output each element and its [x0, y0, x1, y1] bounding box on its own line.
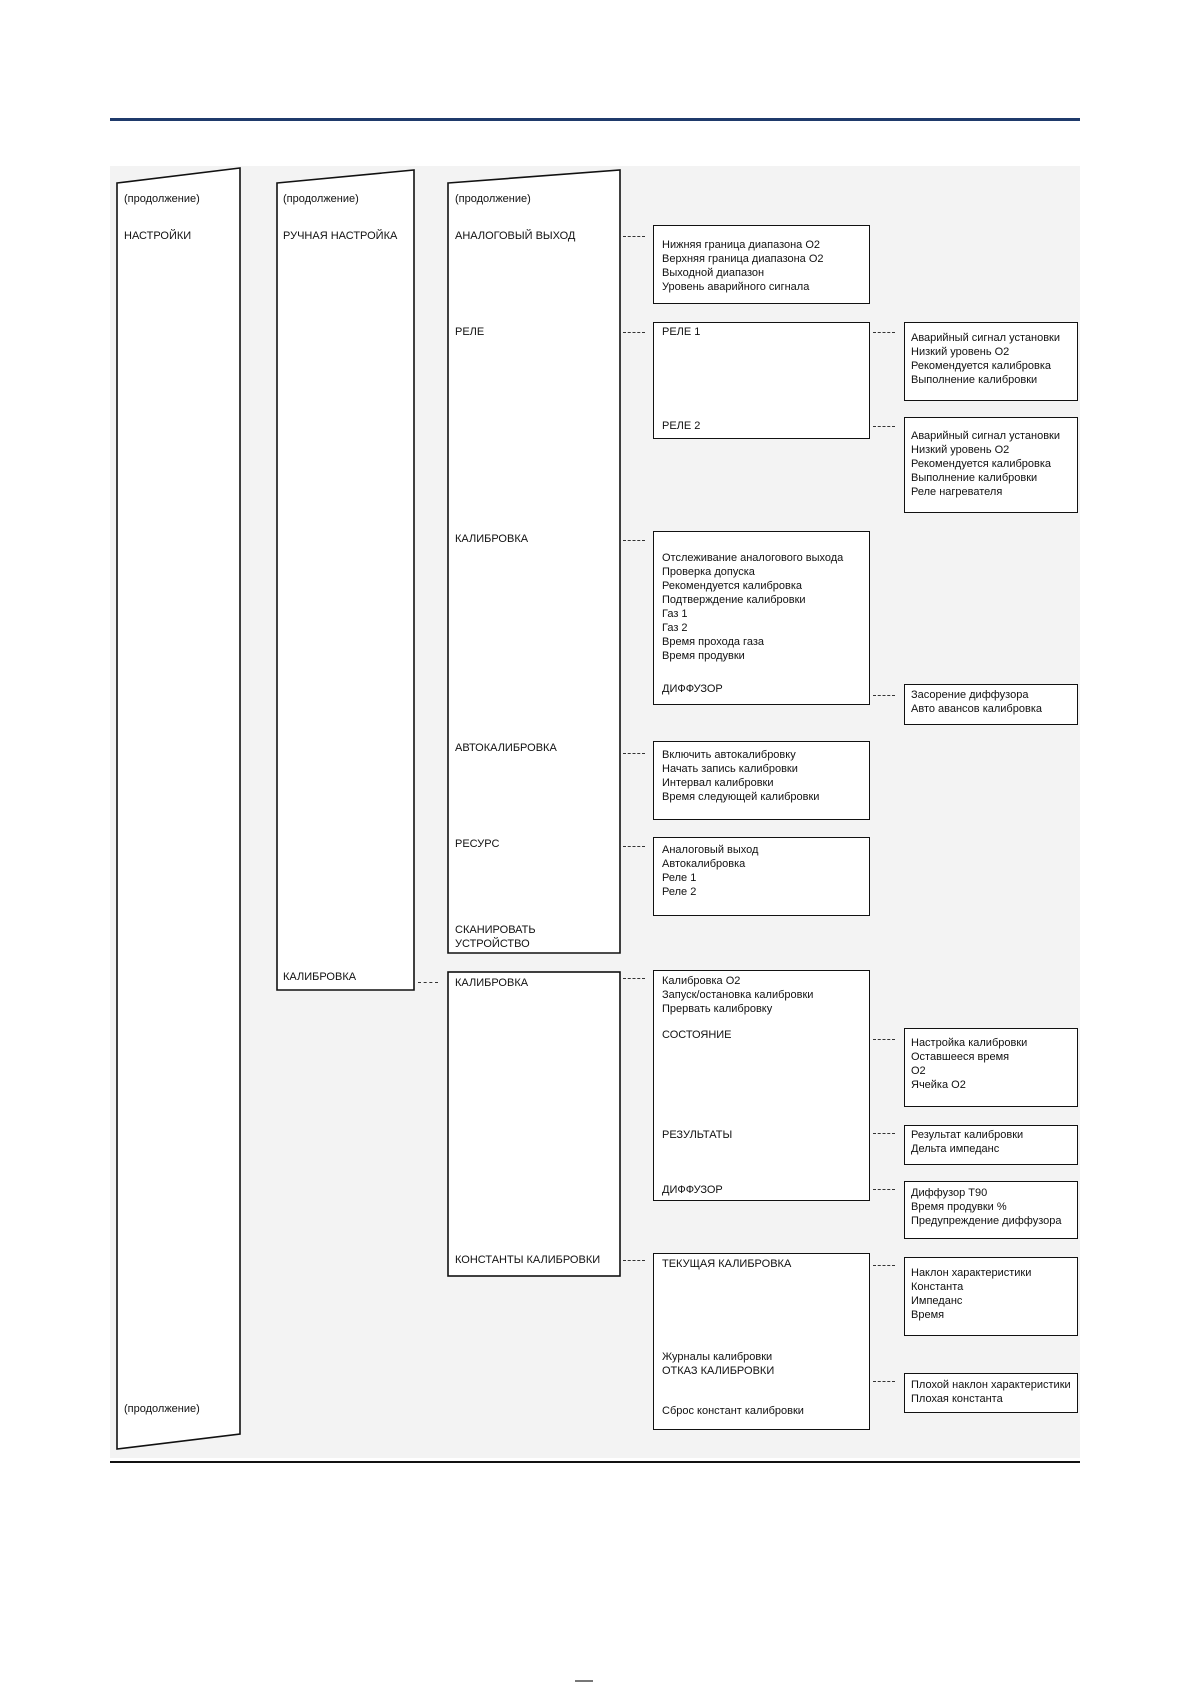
- calibration-failure-option[interactable]: Плохая константа: [911, 1393, 1003, 1405]
- current-calibration-box: [904, 1257, 1078, 1336]
- diffuser-option[interactable]: Засорение диффузора: [911, 689, 1029, 701]
- menu-item-calibration[interactable]: КАЛИБРОВКА: [455, 533, 529, 545]
- relay-2-box: [904, 417, 1078, 513]
- analog-output-item[interactable]: Уровень аварийного сигнала: [662, 281, 810, 293]
- menu-item-scan-device-2[interactable]: УСТРОЙСТВО: [455, 938, 530, 950]
- menu-item-scan-device-1[interactable]: СКАНИРОВАТЬ: [455, 924, 536, 936]
- results-option[interactable]: Дельта импеданс: [911, 1143, 1000, 1155]
- autocalibration-item[interactable]: Включить автокалибровку: [662, 749, 796, 761]
- diffuser-box: [904, 684, 1078, 725]
- analog-output-box: [653, 225, 870, 304]
- results-option[interactable]: Результат калибровки: [911, 1129, 1024, 1141]
- calibration-item[interactable]: Рекомендуется калибровка: [662, 580, 803, 592]
- connector: [623, 236, 645, 237]
- current-calibration-option[interactable]: Время: [911, 1309, 945, 1321]
- manual-continued-top: (продолжение): [283, 193, 359, 205]
- relay-2-option[interactable]: Рекомендуется калибровка: [911, 458, 1052, 470]
- footer-rule: [110, 1461, 1080, 1463]
- connector: [873, 1265, 895, 1266]
- diffuser-option[interactable]: Авто авансов калибровка: [911, 703, 1042, 715]
- connector: [873, 1381, 895, 1382]
- resource-item[interactable]: Реле 1: [662, 872, 697, 884]
- state-option[interactable]: Настройка калибровки: [911, 1037, 1028, 1049]
- analog-output-item[interactable]: Нижняя граница диапазона O2: [662, 239, 821, 251]
- diffuser-2-option[interactable]: Диффузор T90: [911, 1187, 988, 1199]
- settings-continued-top: (продолжение): [124, 193, 200, 205]
- relay-2-option[interactable]: Низкий уровень O2: [911, 444, 1010, 456]
- menu-item-calibration-2[interactable]: КАЛИБРОВКА: [455, 977, 529, 989]
- calibration-2-item[interactable]: Калибровка O2: [662, 975, 741, 987]
- state-option[interactable]: O2: [911, 1065, 926, 1077]
- resource-item[interactable]: Автокалибровка: [662, 858, 746, 870]
- reset-constants-item[interactable]: Сброс констант калибровки: [662, 1405, 804, 1417]
- autocalibration-item[interactable]: Начать запись калибровки: [662, 763, 798, 775]
- calibration-item[interactable]: Газ 1: [662, 608, 688, 620]
- relay-1-option[interactable]: Выполнение калибровки: [911, 374, 1038, 386]
- menu-item-resource[interactable]: РЕСУРС: [455, 838, 500, 850]
- calibration-2-box: [653, 970, 870, 1201]
- connector: [623, 540, 645, 541]
- settings-title[interactable]: НАСТРОЙКИ: [124, 230, 192, 242]
- manual-setup-title[interactable]: РУЧНАЯ НАСТРОЙКА: [283, 230, 398, 242]
- current-calibration-option[interactable]: Наклон характеристики: [911, 1267, 1032, 1279]
- relay-1-item[interactable]: РЕЛЕ 1: [662, 326, 701, 338]
- results-box: [904, 1125, 1078, 1165]
- calibration-box: [653, 531, 870, 705]
- relay-box: [653, 322, 870, 439]
- diffuser-2-item[interactable]: ДИФФУЗОР: [662, 1184, 723, 1196]
- calibration-failure-item[interactable]: ОТКАЗ КАЛИБРОВКИ: [662, 1365, 775, 1377]
- calibration-2-item[interactable]: Прервать калибровку: [662, 1003, 773, 1015]
- menu-item-relay[interactable]: РЕЛЕ: [455, 326, 485, 338]
- resource-item[interactable]: Реле 2: [662, 886, 697, 898]
- connector: [873, 1039, 895, 1040]
- state-option[interactable]: Оставшееся время: [911, 1051, 1010, 1063]
- manual-calibration-item[interactable]: КАЛИБРОВКА: [283, 971, 357, 983]
- results-item[interactable]: РЕЗУЛЬТАТЫ: [662, 1129, 733, 1141]
- relay-1-option[interactable]: Аварийный сигнал установки: [911, 332, 1060, 344]
- diffuser-2-option[interactable]: Предупреждение диффузора: [911, 1215, 1062, 1227]
- relay-2-option[interactable]: Выполнение калибровки: [911, 472, 1038, 484]
- state-item[interactable]: СОСТОЯНИЕ: [662, 1029, 732, 1041]
- menu-item-analog-output[interactable]: АНАЛОГОВЫЙ ВЫХОД: [455, 230, 576, 242]
- connector: [873, 426, 895, 427]
- analog-output-item[interactable]: Выходной диапазон: [662, 267, 765, 279]
- state-box: [904, 1028, 1078, 1107]
- autocalibration-item[interactable]: Интервал калибровки: [662, 777, 774, 789]
- col3-continued-top: (продолжение): [455, 193, 531, 205]
- connector: [873, 1189, 895, 1190]
- page-edge-mark: [575, 1680, 593, 1682]
- relay-2-item[interactable]: РЕЛЕ 2: [662, 420, 701, 432]
- resource-box: [653, 837, 870, 916]
- connector: [623, 1260, 645, 1261]
- column-calibration-frame: [448, 972, 620, 1276]
- connector: [873, 332, 895, 333]
- calibration-item[interactable]: Время продувки: [662, 650, 745, 662]
- autocalibration-box: [653, 741, 870, 820]
- resource-item[interactable]: Аналоговый выход: [662, 844, 759, 856]
- connector: [873, 695, 895, 696]
- calibration-failure-box: [904, 1373, 1078, 1413]
- connector: [418, 982, 438, 983]
- connector: [623, 978, 645, 979]
- column-settings-frame: [117, 168, 240, 1449]
- state-option[interactable]: Ячейка O2: [911, 1079, 966, 1091]
- autocalibration-item[interactable]: Время следующей калибровки: [662, 791, 820, 803]
- calibration-item[interactable]: Подтверждение калибровки: [662, 594, 806, 606]
- relay-1-option[interactable]: Рекомендуется калибровка: [911, 360, 1052, 372]
- analog-output-item[interactable]: Верхняя граница диапазона O2: [662, 253, 824, 265]
- relay-1-box: [904, 322, 1078, 401]
- relay-2-option[interactable]: Аварийный сигнал установки: [911, 430, 1060, 442]
- connector: [623, 753, 645, 754]
- connector: [623, 332, 645, 333]
- calibration-2-item[interactable]: Запуск/остановка калибровки: [662, 989, 814, 1001]
- diffuser-2-option[interactable]: Время продувки %: [911, 1201, 1007, 1213]
- column-analog-frame: [448, 170, 620, 953]
- calibration-failure-option[interactable]: Плохой наклон характеристики: [911, 1379, 1071, 1391]
- calibration-diffuser-item[interactable]: ДИФФУЗОР: [662, 683, 723, 695]
- calibration-item[interactable]: Проверка допуска: [662, 566, 755, 578]
- connector: [873, 1133, 895, 1134]
- current-calibration-option[interactable]: Импеданс: [911, 1295, 963, 1307]
- calibration-item[interactable]: Отслеживание аналогового выхода: [662, 552, 844, 564]
- diffuser-2-box: [904, 1181, 1078, 1239]
- constants-box: [653, 1253, 870, 1430]
- calibration-item[interactable]: Газ 2: [662, 622, 688, 634]
- connector: [623, 846, 645, 847]
- menu-item-calibration-constants[interactable]: КОНСТАНТЫ КАЛИБРОВКИ: [455, 1254, 601, 1266]
- calibration-logs-item[interactable]: Журналы калибровки: [662, 1351, 773, 1363]
- current-calibration-option[interactable]: Константа: [911, 1281, 964, 1293]
- current-calibration-item[interactable]: ТЕКУЩАЯ КАЛИБРОВКА: [662, 1258, 792, 1270]
- settings-continued-bottom: (продолжение): [124, 1403, 200, 1415]
- calibration-item[interactable]: Время прохода газа: [662, 636, 764, 648]
- menu-item-autocalibration[interactable]: АВТОКАЛИБРОВКА: [455, 742, 557, 754]
- relay-1-option[interactable]: Низкий уровень O2: [911, 346, 1010, 358]
- relay-2-option[interactable]: Реле нагревателя: [911, 486, 1003, 498]
- column-manual-setup-frame: [277, 170, 414, 990]
